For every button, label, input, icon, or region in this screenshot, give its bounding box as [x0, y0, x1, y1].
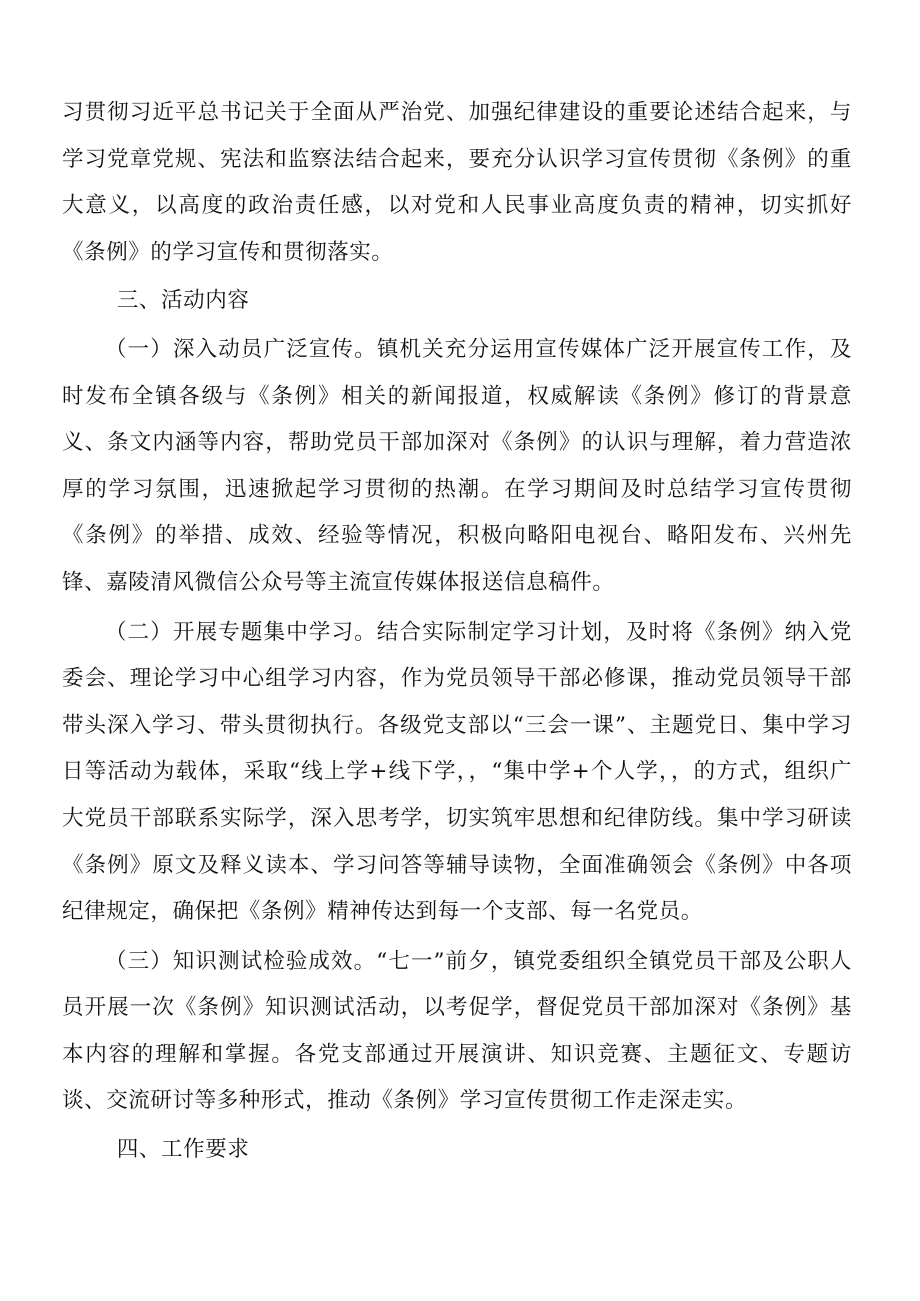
intro-paragraph: 习贯彻习近平总书记关于全面从严治党、加强纪律建设的重要论述结合起来，与学习党章党规、宪法和监察法结合起来，要充分认识学习宣传贯彻《条例》的重大意义，以高度的政治责任感，以对党和人民事业高度负责的精神，切实抓好《条例》的学习宣传和贯彻落实。 — [62, 100, 852, 265]
section-heading-activity-content: 三、活动内容 — [116, 288, 250, 314]
activity-item-study: （二）开展专题集中学习。结合实际制定学习计划，及时将《条例》纳入党委会、理论学习中心组学习内容，作为党员领导干部必修课，推动党员领导干部带头深入学习、带头贯彻执行。各级党支部以“三会一课”、主题党日、集中学习日等活动为载体，采取“线上学+线下学，，“集中学+个人学，，的方式，组织广大党员干部联系实际学，深入思考学，切实筑牢思想和纪律防线。集中学习研读《条例》原文及释义读本、学习问答等辅导读物，全面准确领会《条例》中各项纪律规定，确保把《条例》精神传达到每一个支部、每一名党员。 — [62, 619, 852, 925]
document-body — [62, 90, 852, 1174]
section-heading-work-requirements: 四、工作要求 — [116, 1137, 250, 1163]
activity-item-test: （三）知识测试检验成效。“七一”前夕，镇党委组织全镇党员干部及公职人员开展一次《条例》知识测试活动，以考促学，督促党员干部加深对《条例》基本内容的理解和掌握。各党支部通过开展演讲、知识竞赛、主题征文、专题访谈、交流研讨等多种形式，推动《条例》学习宣传贯彻工作走深走实。 — [62, 948, 852, 1114]
activity-item-publicity: （一）深入动员广泛宣传。镇机关充分运用宣传媒体广泛开展宣传工作，及时发布全镇各级与《条例》相关的新闻报道，权威解读《条例》修订的背景意义、条文内涵等内容，帮助党员干部加深对《条例》的认识与理解，着力营造浓厚的学习氛围，迅速掀起学习贯彻的热潮。在学习期间及时总结学习宣传贯彻《条例》的举措、成效、经验等情况，积极向略阳电视台、略阳发布、兴州先锋、嘉陵清风微信公众号等主流宣传媒体报送信息稿件。 — [62, 336, 852, 595]
